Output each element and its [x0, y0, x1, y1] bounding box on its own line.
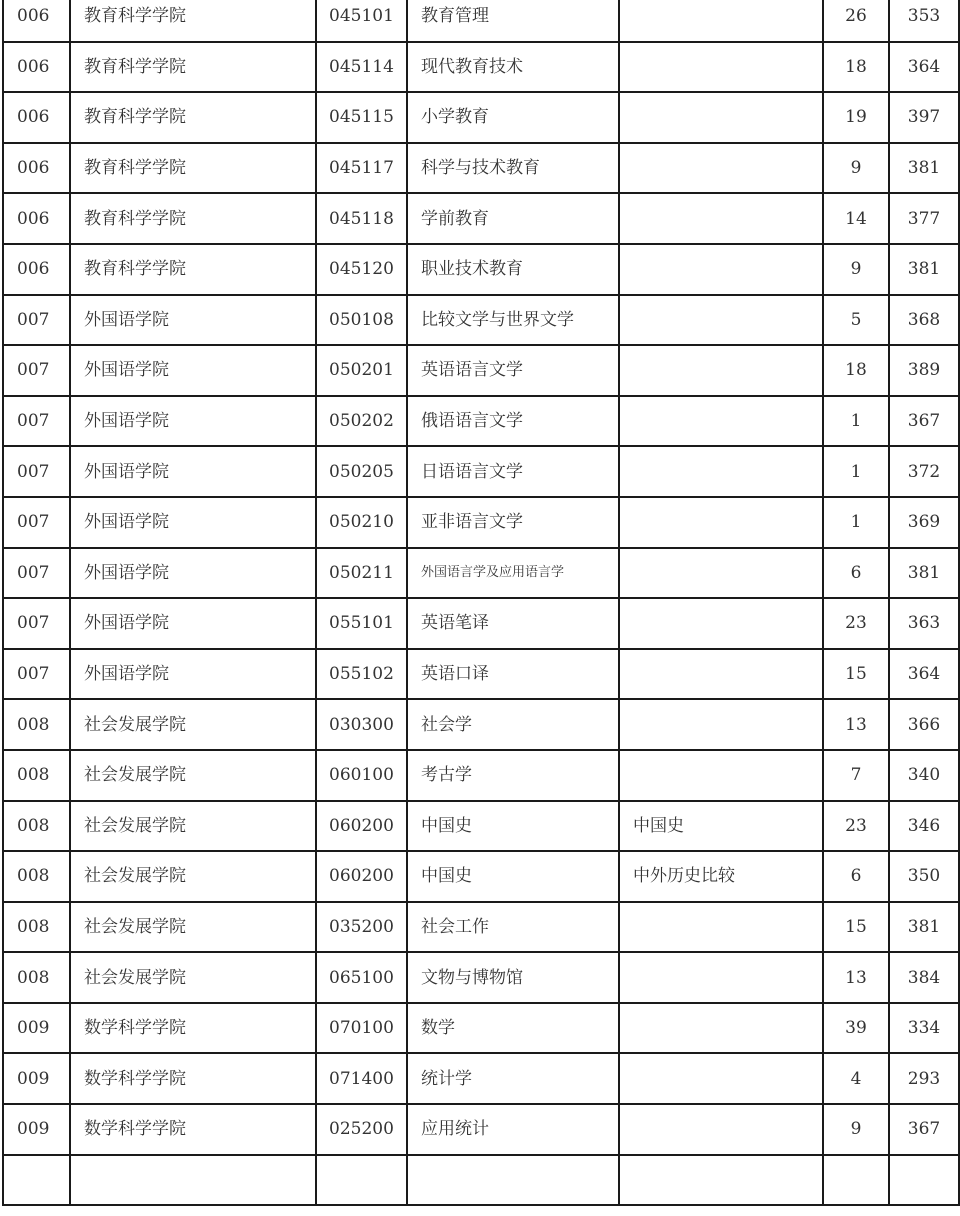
major-code-cell: 045117 — [316, 143, 407, 194]
table-row — [3, 699, 959, 750]
unit-code-cell: 008 — [3, 851, 70, 902]
table-row — [3, 497, 959, 548]
score-line-cell: 293 — [889, 1053, 959, 1104]
score-line-cell: 346 — [889, 801, 959, 852]
score-line-cell: 368 — [889, 295, 959, 346]
major-code-cell: 050210 — [316, 497, 407, 548]
admitted-count-cell: 5 — [823, 295, 889, 346]
score-line-cell: 353 — [889, 0, 959, 42]
admitted-count-cell: 9 — [823, 1104, 889, 1155]
admitted-count-cell — [823, 1155, 889, 1206]
unit-name-cell: 教育科学学院 — [70, 244, 316, 295]
unit-code-cell: 007 — [3, 446, 70, 497]
admitted-count-cell: 6 — [823, 548, 889, 599]
direction-cell: 中外历史比较 — [619, 851, 823, 902]
major-code-cell: 055101 — [316, 598, 407, 649]
major-code-cell: 045115 — [316, 92, 407, 143]
direction-cell — [619, 0, 823, 42]
table-row — [3, 446, 959, 497]
unit-code-cell: 006 — [3, 193, 70, 244]
table-row — [3, 902, 959, 953]
unit-code-cell: 009 — [3, 1003, 70, 1054]
unit-name-cell: 社会发展学院 — [70, 851, 316, 902]
direction-cell — [619, 1003, 823, 1054]
major-name-cell: 应用统计 — [407, 1104, 619, 1155]
unit-code-cell: 007 — [3, 598, 70, 649]
direction-cell — [619, 952, 823, 1003]
table-row — [3, 0, 959, 42]
unit-code-cell: 008 — [3, 902, 70, 953]
unit-name-cell: 社会发展学院 — [70, 699, 316, 750]
unit-name-cell: 外国语学院 — [70, 548, 316, 599]
table-row — [3, 598, 959, 649]
admitted-count-cell: 4 — [823, 1053, 889, 1104]
major-name-cell: 英语口译 — [407, 649, 619, 700]
unit-name-cell: 社会发展学院 — [70, 750, 316, 801]
score-line-cell: 364 — [889, 42, 959, 93]
major-name-cell: 统计学 — [407, 1053, 619, 1104]
unit-name-cell: 外国语学院 — [70, 649, 316, 700]
unit-code-cell: 006 — [3, 42, 70, 93]
score-line-cell: 381 — [889, 902, 959, 953]
major-name-cell: 科学与技术教育 — [407, 143, 619, 194]
unit-name-cell: 教育科学学院 — [70, 42, 316, 93]
major-name-cell: 中国史 — [407, 851, 619, 902]
major-name-cell: 比较文学与世界文学 — [407, 295, 619, 346]
unit-name-cell: 社会发展学院 — [70, 801, 316, 852]
major-name-cell: 文物与博物馆 — [407, 952, 619, 1003]
score-line-cell: 389 — [889, 345, 959, 396]
major-name-cell — [407, 1155, 619, 1206]
score-line-cell: 369 — [889, 497, 959, 548]
major-name-cell: 学前教育 — [407, 193, 619, 244]
direction-cell — [619, 902, 823, 953]
admitted-count-cell: 14 — [823, 193, 889, 244]
direction-cell — [619, 497, 823, 548]
unit-name-cell: 数学科学学院 — [70, 1003, 316, 1054]
major-code-cell: 055102 — [316, 649, 407, 700]
major-name-cell: 中国史 — [407, 801, 619, 852]
unit-code-cell: 006 — [3, 244, 70, 295]
admitted-count-cell: 9 — [823, 143, 889, 194]
direction-cell — [619, 1155, 823, 1206]
score-line-cell: 377 — [889, 193, 959, 244]
direction-cell — [619, 446, 823, 497]
table-row — [3, 1003, 959, 1054]
admitted-count-cell: 18 — [823, 42, 889, 93]
unit-name-cell: 社会发展学院 — [70, 952, 316, 1003]
score-line-cell: 381 — [889, 548, 959, 599]
major-code-cell: 025200 — [316, 1104, 407, 1155]
major-code-cell — [316, 1155, 407, 1206]
major-name-cell: 社会学 — [407, 699, 619, 750]
admitted-count-cell: 1 — [823, 446, 889, 497]
major-name-cell: 日语语言文学 — [407, 446, 619, 497]
admitted-count-cell: 23 — [823, 801, 889, 852]
unit-name-cell: 外国语学院 — [70, 497, 316, 548]
unit-code-cell: 007 — [3, 295, 70, 346]
table-row — [3, 1053, 959, 1104]
major-code-cell: 050211 — [316, 548, 407, 599]
unit-code-cell: 006 — [3, 0, 70, 42]
major-name-cell: 职业技术教育 — [407, 244, 619, 295]
unit-code-cell: 008 — [3, 801, 70, 852]
admitted-count-cell: 19 — [823, 92, 889, 143]
major-code-cell: 060200 — [316, 801, 407, 852]
direction-cell — [619, 244, 823, 295]
score-line-cell: 381 — [889, 143, 959, 194]
unit-code-cell: 007 — [3, 548, 70, 599]
major-name-cell: 社会工作 — [407, 902, 619, 953]
score-line-cell: 334 — [889, 1003, 959, 1054]
major-name-cell: 亚非语言文学 — [407, 497, 619, 548]
direction-cell — [619, 92, 823, 143]
major-name-cell: 现代教育技术 — [407, 42, 619, 93]
direction-cell — [619, 345, 823, 396]
table-row — [3, 952, 959, 1003]
direction-cell — [619, 649, 823, 700]
admitted-count-cell: 26 — [823, 0, 889, 42]
admitted-count-cell: 1 — [823, 497, 889, 548]
unit-code-cell: 006 — [3, 92, 70, 143]
score-line-cell — [889, 1155, 959, 1206]
major-code-cell: 050108 — [316, 295, 407, 346]
table-row — [3, 649, 959, 700]
score-line-cell: 397 — [889, 92, 959, 143]
major-code-cell: 045101 — [316, 0, 407, 42]
unit-name-cell: 外国语学院 — [70, 396, 316, 447]
admitted-count-cell: 9 — [823, 244, 889, 295]
major-name-cell: 考古学 — [407, 750, 619, 801]
major-name-cell: 英语语言文学 — [407, 345, 619, 396]
direction-cell — [619, 1053, 823, 1104]
unit-code-cell: 008 — [3, 952, 70, 1003]
table-body — [3, 0, 959, 1205]
unit-name-cell: 外国语学院 — [70, 598, 316, 649]
unit-code-cell: 006 — [3, 143, 70, 194]
score-line-cell: 364 — [889, 649, 959, 700]
admitted-count-cell: 18 — [823, 345, 889, 396]
major-code-cell: 060100 — [316, 750, 407, 801]
direction-cell: 中国史 — [619, 801, 823, 852]
table-row — [3, 244, 959, 295]
table-row — [3, 548, 959, 599]
admitted-count-cell: 6 — [823, 851, 889, 902]
admitted-count-cell: 1 — [823, 396, 889, 447]
score-line-cell: 367 — [889, 396, 959, 447]
direction-cell — [619, 193, 823, 244]
score-line-cell: 381 — [889, 244, 959, 295]
major-code-cell: 060200 — [316, 851, 407, 902]
major-name-cell: 数学 — [407, 1003, 619, 1054]
unit-name-cell: 教育科学学院 — [70, 92, 316, 143]
unit-name-cell: 外国语学院 — [70, 295, 316, 346]
score-line-cell: 340 — [889, 750, 959, 801]
admitted-count-cell: 15 — [823, 649, 889, 700]
direction-cell — [619, 699, 823, 750]
major-name-cell: 外国语言学及应用语言学 — [407, 548, 619, 599]
unit-name-cell: 数学科学学院 — [70, 1053, 316, 1104]
major-name-cell: 英语笔译 — [407, 598, 619, 649]
table-row — [3, 1155, 959, 1206]
unit-name-cell: 教育科学学院 — [70, 193, 316, 244]
table-row — [3, 143, 959, 194]
admitted-count-cell: 39 — [823, 1003, 889, 1054]
major-code-cell: 035200 — [316, 902, 407, 953]
unit-name-cell — [70, 1155, 316, 1206]
unit-code-cell: 007 — [3, 497, 70, 548]
admitted-count-cell: 15 — [823, 902, 889, 953]
direction-cell — [619, 1104, 823, 1155]
major-name-cell: 小学教育 — [407, 92, 619, 143]
major-code-cell: 050202 — [316, 396, 407, 447]
unit-code-cell: 007 — [3, 396, 70, 447]
unit-code-cell: 007 — [3, 345, 70, 396]
score-line-cell: 363 — [889, 598, 959, 649]
unit-code-cell: 008 — [3, 699, 70, 750]
unit-code-cell: 008 — [3, 750, 70, 801]
table-row — [3, 295, 959, 346]
major-code-cell: 045118 — [316, 193, 407, 244]
unit-code-cell: 009 — [3, 1053, 70, 1104]
table-row — [3, 1104, 959, 1155]
major-code-cell: 065100 — [316, 952, 407, 1003]
major-code-cell: 050205 — [316, 446, 407, 497]
unit-name-cell: 数学科学学院 — [70, 1104, 316, 1155]
admitted-count-cell: 13 — [823, 952, 889, 1003]
score-line-cell: 350 — [889, 851, 959, 902]
major-code-cell: 045114 — [316, 42, 407, 93]
major-name-cell: 教育管理 — [407, 0, 619, 42]
direction-cell — [619, 598, 823, 649]
admitted-count-cell: 13 — [823, 699, 889, 750]
unit-code-cell: 007 — [3, 649, 70, 700]
direction-cell — [619, 396, 823, 447]
unit-code-cell — [3, 1155, 70, 1206]
score-line-cell: 366 — [889, 699, 959, 750]
score-line-cell: 372 — [889, 446, 959, 497]
unit-name-cell: 外国语学院 — [70, 345, 316, 396]
table-row — [3, 396, 959, 447]
major-code-cell: 045120 — [316, 244, 407, 295]
score-line-cell: 384 — [889, 952, 959, 1003]
admitted-count-cell: 7 — [823, 750, 889, 801]
score-line-cell: 367 — [889, 1104, 959, 1155]
admission-score-table — [2, 0, 960, 1206]
major-code-cell: 070100 — [316, 1003, 407, 1054]
unit-name-cell: 教育科学学院 — [70, 0, 316, 42]
table-row — [3, 193, 959, 244]
direction-cell — [619, 295, 823, 346]
direction-cell — [619, 42, 823, 93]
major-code-cell: 050201 — [316, 345, 407, 396]
table-row — [3, 345, 959, 396]
direction-cell — [619, 143, 823, 194]
unit-name-cell: 教育科学学院 — [70, 143, 316, 194]
table-row — [3, 750, 959, 801]
direction-cell — [619, 548, 823, 599]
major-name-cell: 俄语语言文学 — [407, 396, 619, 447]
table-row — [3, 92, 959, 143]
unit-code-cell: 009 — [3, 1104, 70, 1155]
unit-name-cell: 社会发展学院 — [70, 902, 316, 953]
unit-name-cell: 外国语学院 — [70, 446, 316, 497]
major-code-cell: 071400 — [316, 1053, 407, 1104]
table-row — [3, 801, 959, 852]
admitted-count-cell: 23 — [823, 598, 889, 649]
table-row — [3, 42, 959, 93]
direction-cell — [619, 750, 823, 801]
major-code-cell: 030300 — [316, 699, 407, 750]
table-row — [3, 851, 959, 902]
